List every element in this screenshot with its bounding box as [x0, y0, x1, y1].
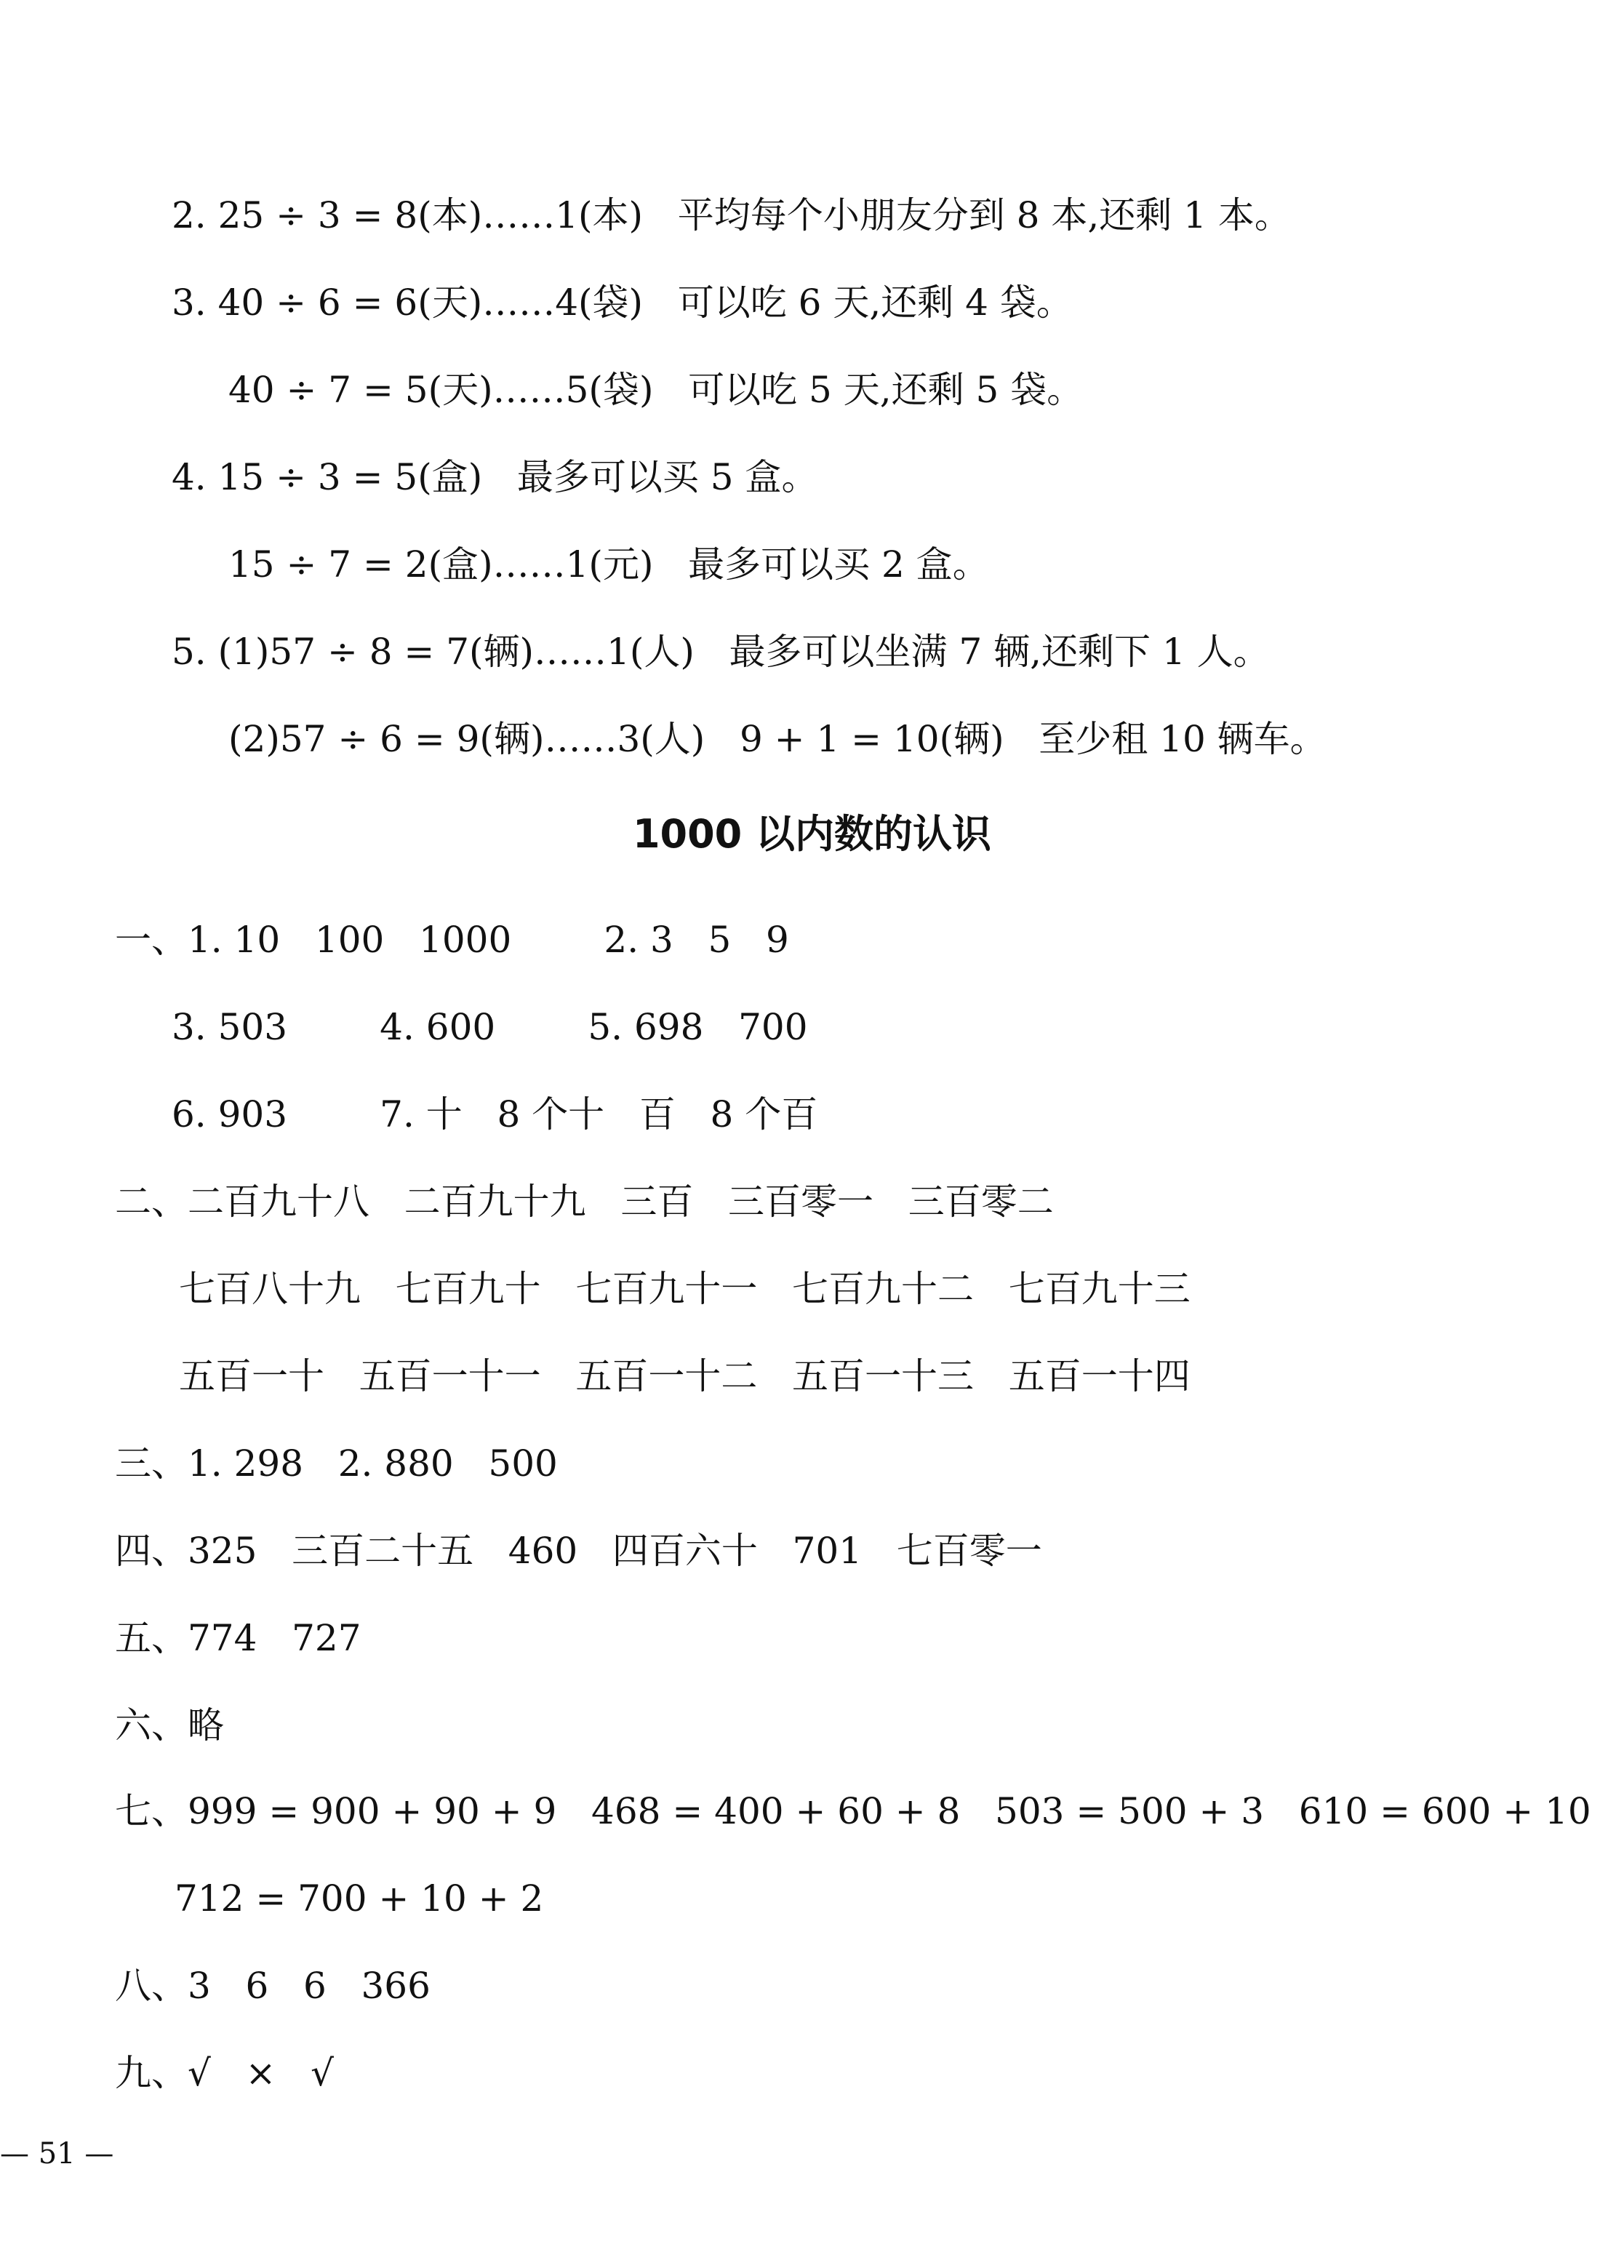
answer-part-6: 六、略: [115, 1704, 224, 1746]
answer-line-5b: (2)57 ÷ 6 = 9(辆)……3(人) 9 + 1 = 10(辆) 至少租 10 辆车。: [228, 718, 1327, 760]
answer-part-1c: 6. 903 7. 十 8 个十 百 8 个百: [172, 1093, 818, 1135]
page-number: — 51 —: [0, 2137, 114, 2171]
answer-part-7a: 七、999 = 900 + 90 + 9 468 = 400 + 60 + 8 503 = 500 + 3 610 = 600 + 10: [115, 1790, 1591, 1832]
answer-line-2: 2. 25 ÷ 3 = 8(本)……1(本) 平均每个小朋友分到 8 本,还剩 1 本。: [172, 194, 1291, 236]
answer-part-3: 三、1. 298 2. 880 500: [115, 1442, 558, 1485]
answer-part-1b: 3. 503 4. 600 5. 698 700: [172, 1006, 808, 1048]
answer-part-7b: 712 = 700 + 10 + 2: [175, 1877, 544, 1920]
answer-line-4b: 15 ÷ 7 = 2(盒)……1(元) 最多可以买 2 盒。: [228, 543, 989, 586]
answer-part-2b: 七百八十九 七百九十 七百九十一 七百九十二 七百九十三: [179, 1268, 1191, 1310]
answer-line-3a: 3. 40 ÷ 6 = 6(天)……4(袋) 可以吃 6 天,还剩 4 袋。: [172, 281, 1073, 324]
answer-part-9: 九、√ × √: [115, 2052, 334, 2094]
answer-part-8: 八、3 6 6 366: [115, 1965, 431, 2007]
answer-part-5: 五、774 727: [115, 1617, 361, 1659]
answer-line-3b: 40 ÷ 7 = 5(天)……5(袋) 可以吃 5 天,还剩 5 袋。: [228, 369, 1084, 411]
answer-part-1a: 一、1. 10 100 1000 2. 3 5 9: [115, 919, 789, 961]
answer-part-4: 四、325 三百二十五 460 四百六十 701 七百零一: [115, 1530, 1042, 1572]
answer-line-4a: 4. 15 ÷ 3 = 5(盒) 最多可以买 5 盒。: [172, 456, 818, 498]
answer-part-2a: 二、二百九十八 二百九十九 三百 三百零一 三百零二: [115, 1181, 1054, 1223]
section-title: 1000 以内数的认识: [632, 811, 992, 857]
answer-line-5a: 5. (1)57 ÷ 8 = 7(辆)……1(人) 最多可以坐满 7 辆,还剩下 1 人。: [172, 631, 1270, 673]
answer-part-2c: 五百一十 五百一十一 五百一十二 五百一十三 五百一十四: [179, 1355, 1191, 1397]
